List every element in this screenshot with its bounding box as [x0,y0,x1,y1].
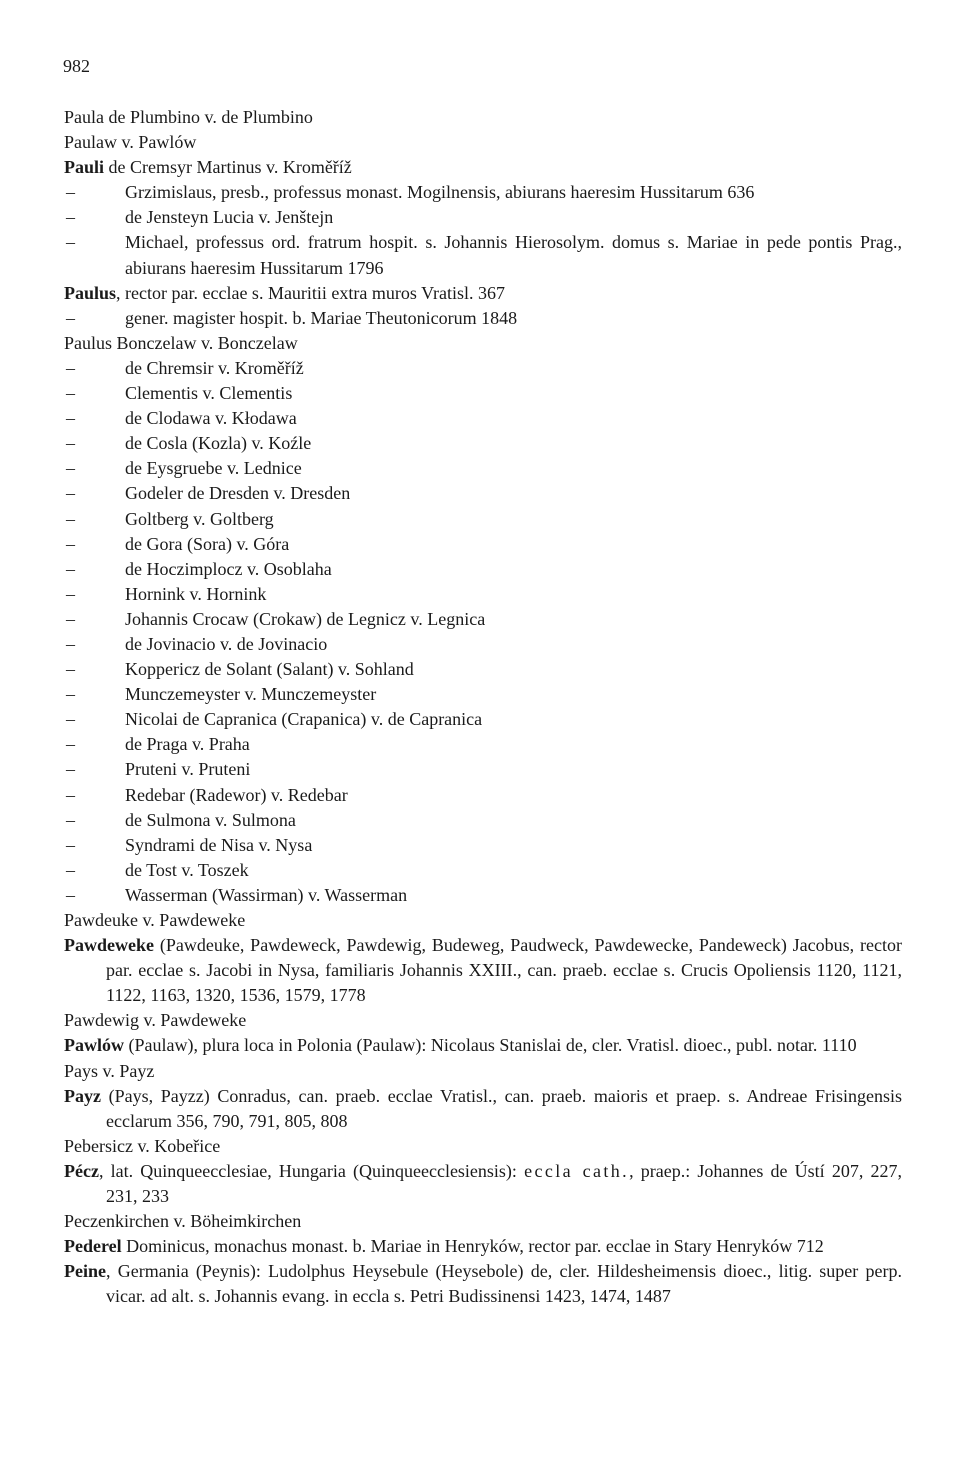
entry-text: Godeler de Dresden v. Dresden [125,483,351,504]
index-entries [64,105,902,1310]
dash-marker [64,507,125,532]
index-entry [64,1008,902,1033]
entry-text: de Praga v. Praha [125,734,250,755]
entry-text: de Cremsyr Martinus v. Kroměříž [104,157,352,178]
entry-text: de Tost v. Toszek [125,859,249,880]
sub-entry [64,205,902,230]
sub-entry [64,757,902,782]
entry-text: Syndrami de Nisa v. Nysa [125,834,313,855]
dash-marker [64,858,125,883]
entry-text: Redebar (Radewor) v. Redebar [125,784,348,805]
dash-marker [64,481,125,506]
entry-text: Clementis v. Clementis [125,383,293,404]
sub-entry [64,356,902,381]
sub-entry [64,783,902,808]
dash-marker [64,180,125,205]
dash-marker [64,230,125,255]
index-entry [64,933,902,1008]
entry-lemma: Pederel [64,1236,122,1257]
dash-marker [64,757,125,782]
sub-entry [64,230,902,280]
dash-marker [64,381,125,406]
entry-text: , Germania (Peynis): Ludolphus Heysebule (Heysebole) de, cler. Hildesheimensis dioec., litig. super perp. vicar. ad alt. s. Johannis evang. in eccla s. Petri Budissinensi 1423, 1474, 1487 [106,1261,902,1307]
dash-marker [64,808,125,833]
dash-marker [64,632,125,657]
entry-text: Pruteni v. Pruteni [125,759,251,780]
sub-entry [64,507,902,532]
index-entry [64,1134,902,1159]
entry-text: Koppericz de Solant (Salant) v. Sohland [125,659,414,680]
dash-marker [64,833,125,858]
entry-lemma: Pauli [64,157,105,178]
entry-text: Pays v. Payz [64,1060,155,1081]
dash-marker [64,883,125,908]
dash-marker [64,431,125,456]
entry-lemma: Pawlów [64,1035,124,1056]
sub-entry [64,682,902,707]
entry-text: , lat. Quinqueecclesiae, Hungaria (Quinqueecclesiensis): [98,1160,525,1181]
entry-text: Paulaw v. Pawlów [64,132,197,153]
entry-text: de Jovinacio v. de Jovinacio [125,633,328,654]
entry-lemma: Peine [64,1261,106,1282]
entry-lemma: Pawdeweke [64,935,154,956]
index-entry [64,1059,902,1084]
sub-entry [64,532,902,557]
sub-entry [64,557,902,582]
entry-text: de Gora (Sora) v. Góra [125,533,290,554]
dash-marker [64,732,125,757]
index-entry [64,331,902,356]
sub-entry [64,707,902,732]
index-entry [64,1084,902,1134]
entry-text: Paula de Plumbino v. de Plumbino [64,107,313,127]
sub-entry [64,607,902,632]
entry-text: de Hoczimplocz v. Osoblaha [125,558,332,579]
sub-entry [64,858,902,883]
entry-text: Goltberg v. Goltberg [125,508,274,529]
entry-lemma: Paulus [64,282,117,303]
entry-text: de Eysgruebe v. Lednice [125,458,302,479]
entry-text-tail: , praep.: Johannes de Ústí 207, 227, 231, 233 [106,1160,902,1207]
spaced-text: eccla cath. [524,1160,630,1181]
sub-entry [64,381,902,406]
entry-text: (Paulaw), plura loca in Polonia (Paulaw): Nicolaus Stanislai de, cler. Vratisl. dioec., publ. notar. 1110 [124,1035,857,1056]
dash-marker [64,532,125,557]
dash-marker [64,306,125,331]
sub-entry [64,732,902,757]
sub-entry [64,406,902,431]
entry-text: Pawdeuke v. Pawdeweke [64,910,246,930]
entry-text: Michael, professus ord. fratrum hospit. s. Johannis Hierosolym. domus s. Mariae in pede pontis Prag., abiurans haeresim Hussitarum 1796 [125,232,902,278]
entry-text: de Jensteyn Lucia v. Jenštejn [125,207,334,228]
sub-entry [64,833,902,858]
index-entry [64,1033,902,1058]
entry-text: (Pays, Payzz) Conradus, can. praeb. ecclae Vratisl., can. praeb. maioris et praep. s. Andreae Frisingensis ecclarum 356, 790, 791, 805, 808 [100,1085,902,1131]
dash-marker [64,707,125,732]
page-number: 982 [63,56,90,76]
dash-marker [64,657,125,682]
entry-text: Munczemeyster v. Munczemeyster [125,684,377,705]
sub-entry [64,180,902,205]
sub-entry [64,456,902,481]
dash-marker [64,783,125,808]
entry-text: Nicolai de Capranica (Crapanica) v. de Capranica [125,709,483,730]
entry-text: Grzimislaus, presb., professus monast. Mogilnensis, abiurans haeresim Hussitarum 636 [125,182,755,203]
dash-marker [64,682,125,707]
index-entry [64,1234,902,1259]
dash-marker [64,356,125,381]
entry-lemma: Pécz [64,1160,99,1181]
entry-text: Peczenkirchen v. Böheimkirchen [64,1211,302,1232]
index-entry [64,155,902,180]
entry-text: de Cosla (Kozla) v. Koźle [125,433,312,454]
sub-entry [64,306,902,331]
entry-text: Pebersicz v. Kobeřice [64,1135,221,1156]
dash-marker [64,607,125,632]
sub-entry [64,481,902,506]
index-entry [64,1259,902,1309]
entry-text: Pawdewig v. Pawdeweke [64,1010,247,1031]
entry-text: Hornink v. Hornink [125,583,267,604]
dash-marker [64,582,125,607]
entry-text: Wasserman (Wassirman) v. Wasserman [125,884,408,905]
sub-entry [64,431,902,456]
entry-text: (Pawdeuke, Pawdeweck, Pawdewig, Budeweg, Paudweck, Pawdewecke, Pandeweck) Jacobus, rector par. ecclae s. Jacobi in Nysa, familiaris Johannis XXIII., can. praeb. ecclae s. Crucis Opoliensis 1120, 1121, 1122, 1163, 1320, 1536, 1579, 1778 [106,935,902,1006]
dash-marker [64,557,125,582]
dash-marker [64,205,125,230]
sub-entry [64,808,902,833]
sub-entry [64,582,902,607]
entry-text: Johannis Crocaw (Crokaw) de Legnicz v. Legnica [125,608,486,629]
entry-text: de Sulmona v. Sulmona [125,809,296,830]
entry-text: de Clodawa v. Kłodawa [125,408,297,429]
entry-text: gener. magister hospit. b. Mariae Theutonicorum 1848 [125,307,518,328]
dash-marker [64,456,125,481]
dash-marker [64,406,125,431]
sub-entry [64,632,902,657]
entry-text: de Chremsir v. Kroměříž [125,357,304,378]
entry-text: Paulus Bonczelaw v. Bonczelaw [64,332,298,353]
index-entry [64,130,902,155]
sub-entry [64,657,902,682]
index-entry [64,1159,902,1209]
sub-entry [64,883,902,908]
entry-text: , rector par. ecclae s. Mauritii extra muros Vratisl. 367 [116,282,505,303]
index-entry [64,908,902,933]
entry-lemma: Payz [64,1085,101,1106]
index-entry [64,1209,902,1234]
entry-text: Dominicus, monachus monast. b. Mariae in Henryków, rector par. ecclae in Stary Henryków 712 [121,1236,824,1257]
index-entry [64,281,902,306]
index-entry [64,105,902,130]
